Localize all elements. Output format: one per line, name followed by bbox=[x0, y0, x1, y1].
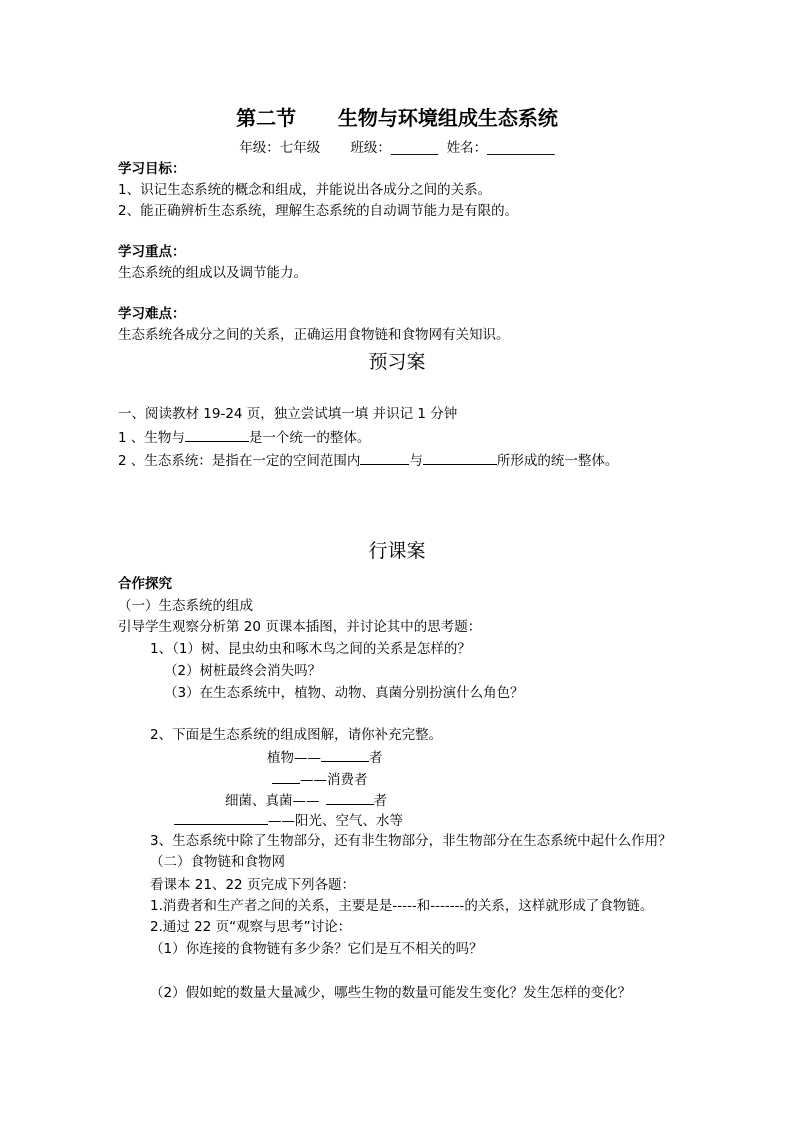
fill-blank[interactable] bbox=[423, 450, 497, 465]
fill-blank[interactable] bbox=[185, 427, 249, 442]
class-heading: 行课案 bbox=[368, 540, 426, 562]
part2-question-2-2: （2）假如蛇的数量大量减少，哪些生物的数量可能发生变化？发生怎样的变化？ bbox=[150, 985, 632, 1001]
part2-question-2-1: （1）你连接的食物链有多少条？它们是互不相关的吗？ bbox=[150, 941, 483, 957]
diagram-bacteria-row bbox=[225, 790, 387, 811]
key-points-text: 生态系统的组成以及调节能力。 bbox=[118, 265, 307, 281]
preview-intro: 一、阅读教材 19-24 页，独立尝试填一填 并识记 1 分钟 bbox=[118, 406, 458, 422]
diagram-bacteria-suffix: 者 bbox=[373, 793, 387, 809]
part2-title: （二）食物链和食物网 bbox=[150, 854, 285, 870]
diagram-plant-row bbox=[267, 747, 383, 768]
preview-q1-prefix: 1 、生物与 bbox=[118, 430, 185, 446]
question-1-2: （2）树桩最终会消失吗？ bbox=[164, 663, 322, 679]
preview-q1-suffix: 是一个统一的整体。 bbox=[248, 430, 371, 446]
fill-blank[interactable] bbox=[272, 769, 300, 784]
diagram-nonliving-row bbox=[174, 810, 403, 831]
diagram-consumer-row bbox=[272, 769, 368, 790]
part2-question-1: 1.消费者和生产者之间的关系，主要是是-----和-------的关系，这样就形成了食物链。 bbox=[150, 898, 654, 914]
part1-title: （一）生态系统的组成 bbox=[118, 598, 253, 614]
fill-blank[interactable] bbox=[360, 450, 409, 465]
difficulties-text: 生态系统各成分之间的关系，正确运用食物链和食物网有关知识。 bbox=[118, 327, 510, 343]
preview-heading: 预习案 bbox=[368, 351, 426, 373]
read-instruction: 看课本 21、22 页完成下列各题： bbox=[150, 877, 355, 893]
question-1-1: 1、（1）树、昆虫幼虫和啄木鸟之间的关系是怎样的？ bbox=[150, 641, 471, 657]
fill-blank[interactable] bbox=[326, 790, 374, 805]
preview-question-2 bbox=[118, 450, 618, 471]
fill-blank[interactable] bbox=[321, 747, 369, 762]
question-2: 2、下面是生态系统的组成图解，请你补充完整。 bbox=[150, 727, 443, 743]
diagram-consumer-label: ——消费者 bbox=[300, 772, 368, 788]
difficulties-heading: 学习难点： bbox=[118, 306, 186, 322]
objective-item-1: 1、识记生态系统的概念和组成，并能说出各成分之间的关系。 bbox=[118, 182, 492, 198]
guide-text: 引导学生观察分析第 20 页课本插图，并讨论其中的思考题： bbox=[118, 619, 482, 635]
diagram-plant-label: 植物—— bbox=[267, 750, 321, 766]
preview-question-1 bbox=[118, 427, 370, 448]
student-info-line: 年级：七年级 班级：_______ 姓名：__________ bbox=[239, 140, 555, 156]
part2-question-2: 2.通过 22 页“观察与思考”讨论： bbox=[150, 919, 352, 935]
fill-blank[interactable] bbox=[174, 810, 268, 825]
diagram-bacteria-label: 细菌、真菌—— bbox=[225, 793, 320, 809]
preview-q2-suffix: 所形成的统一整体。 bbox=[496, 453, 619, 469]
diagram-plant-suffix: 者 bbox=[369, 750, 383, 766]
key-points-heading: 学习重点： bbox=[118, 244, 186, 260]
preview-q2-prefix: 2 、生态系统：是指在一定的空间范围内 bbox=[118, 453, 361, 469]
objective-item-2: 2、能正确辨析生态系统，理解生态系统的自动调节能力是有限的。 bbox=[118, 203, 519, 219]
cooperative-inquiry-heading: 合作探究 bbox=[118, 576, 172, 592]
question-1-3: （3）在生态系统中，植物、动物、真菌分别扮演什么角色？ bbox=[164, 685, 524, 701]
objectives-heading: 学习目标： bbox=[118, 161, 186, 177]
question-3: 3、生态系统中除了生物部分，还有非生物部分，非生物部分在生态系统中起什么作用？ bbox=[150, 833, 672, 849]
page-title: 第二节 生物与环境组成生态系统 bbox=[236, 106, 558, 130]
preview-q2-mid: 与 bbox=[409, 453, 423, 469]
diagram-nonliving-label: ——阳光、空气、水等 bbox=[268, 813, 403, 829]
